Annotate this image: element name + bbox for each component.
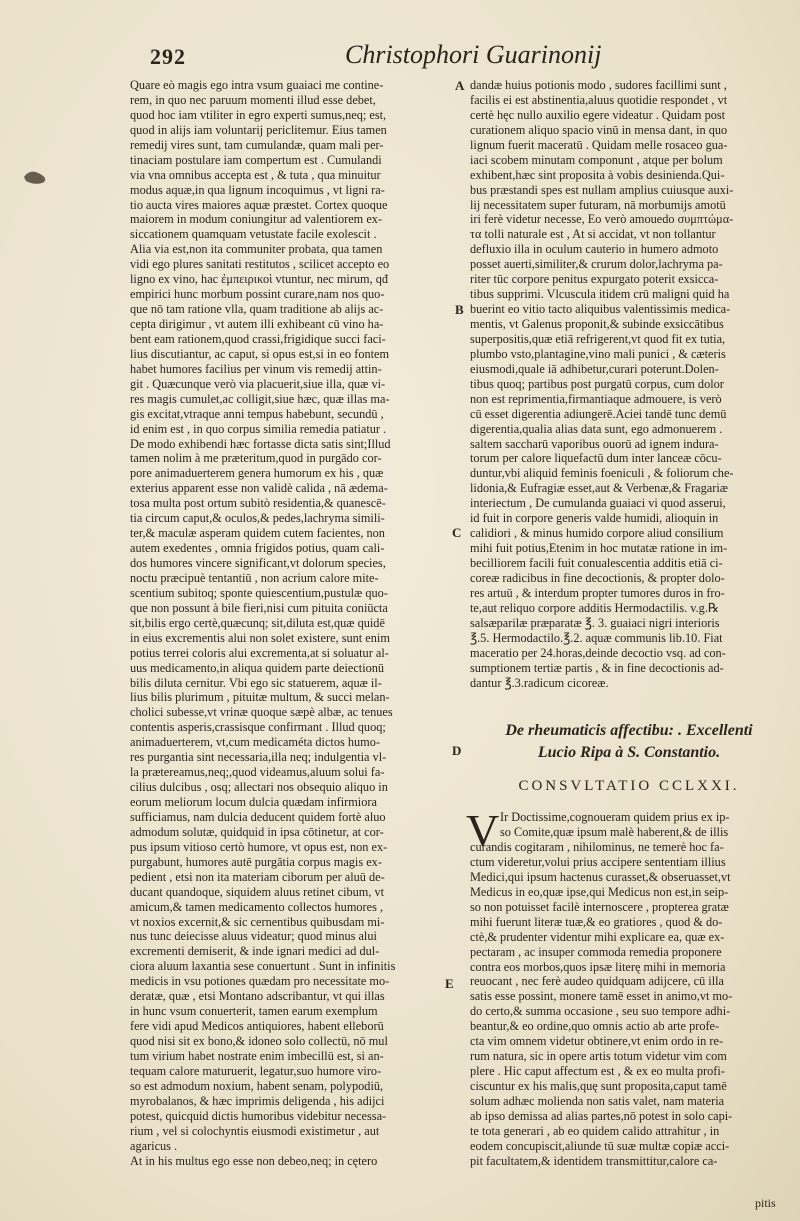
text-line: plere . Hic caput affectum est , & ex eo multa profi-: [470, 1064, 725, 1079]
text-line: sufficiamus, nam dulcia deducent quidem fortè aluo: [130, 809, 386, 824]
text-line: calidiori , & minus humido corpore aliud consilium: [470, 526, 724, 541]
text-line: tequam calore maturuerit, legatur,suo humore viro-: [130, 1063, 382, 1078]
catchword: pitis: [755, 1196, 776, 1210]
page-header: [150, 38, 770, 78]
text-line: eorum meliorum locum dulcia quædam infirmiora: [130, 795, 377, 809]
text-line: curandis cogitaram , nihilominus, ne temerè hoc fa-: [470, 840, 724, 854]
text-line: gis excitat,vtraque anni tempus habebunt, secundū ,: [130, 406, 384, 421]
text-line: iri ferè videtur necesse, Eo verò amouedo συμπτώμα-: [470, 212, 734, 227]
text-line: tum virium habet nostrate enim imbecillū est, si an-: [130, 1048, 384, 1063]
text-line: coreæ radicibus in fine decoctionis, & propter dolo-: [470, 570, 725, 585]
text-line: lignum fuerit maceratū . Quidam melle rosaceo gua-: [470, 137, 728, 152]
text-line: ab ipso demissa ad alias partes,nō potest in solo capi-: [470, 1108, 733, 1123]
text-line: interiectum , De cumulanda guaiaci vi quod asserui,: [470, 496, 726, 511]
text-line: mentis, vt Galenus proponit,& subinde exsiccātibus: [470, 317, 724, 331]
text-line: tia circum caput,& oculos,& pedes,lachryma simili-: [130, 511, 385, 526]
text-line: scentium subitoq; sponte quiescentium,pustulæ quo-: [130, 585, 388, 600]
text-line: deratæ, quæ , etsi Montano adscribantur, vt qui illas: [130, 989, 385, 1004]
text-line: medicis in vsu potiones quædam pro necessitate mo-: [130, 974, 390, 989]
text-line: via vna omnibus accepta est , & tuta , qua minuitur: [130, 167, 381, 182]
text-line: quod in alijs iam voluntarij periclitemur. Eius tamen: [130, 122, 387, 137]
text-line: ctè,& prudenter videntur mihi explicare ea, quæ ex-: [470, 929, 725, 944]
text-line: fere vidi apud Medicos antiquiores, habent elleborū: [130, 1019, 384, 1034]
text-line: modus aquæ,in qua lignum incoquimus , vt ligni ra-: [130, 182, 385, 197]
text-line: ducant quandoque, siquidem aluus retinet cibum, vt: [130, 884, 385, 899]
text-line: sumptionem tertiæ partis , & in fine decoctionis ad-: [470, 660, 724, 675]
text-line: bilis diluta cernitur. Vbi ego sic statuerem, aquæ il-: [130, 675, 382, 690]
text-line: so est admodum noxium, habent senam, polypodiū,: [130, 1078, 384, 1093]
text-line: que nō tam ratione vlla, quam traditione ab alijs ac-: [130, 302, 384, 317]
text-line: pedient , etsi non ita materiam ciborum per aluū de-: [130, 869, 385, 884]
text-line: lius bilis plurimum , pituitæ multum, & succi melan-: [130, 690, 390, 705]
text-line: tio aucta vires maiores aquæ præstet. Cortex quoque: [130, 197, 388, 212]
text-line: empirici hunc morbum possint curare,nam nos quo-: [130, 287, 385, 302]
text-line: duntur,vbi aliquid feminis foeniculi , & foliorum che-: [470, 466, 734, 481]
section-heading-line-2: Lucio Ripa à S. Constantio.: [537, 744, 721, 761]
text-line: ciora aluum laxantia sese conuertunt . Sunt in infinitis: [130, 959, 396, 974]
text-line: te,aut reliquo corpore additis Hermodactilis. v.g.℞: [470, 600, 719, 615]
text-line: quod hoc iam vtiliter in egro experti sumus,neq; est,: [130, 107, 387, 122]
text-line: rum natura, sic in opere artis totum videtur vim com: [470, 1049, 727, 1064]
text-line: do certo,& summa occasione , seu suo tempore adhi-: [470, 1004, 731, 1019]
text-line: facilis ei est abstinentia,aluus quotidie respondet , vt: [470, 92, 728, 107]
text-line: so non potuisset facilè internoscere , propterea gratæ: [470, 899, 729, 914]
text-line: admodum solutæ, quidquid in ipsa cōtinetur, at cor-: [130, 824, 384, 839]
text-line: ctum videretur,volui prius accipere sententiam illius: [470, 854, 726, 869]
text-line: digerentia,qualia alias data sunt, ego admonuerem .: [470, 421, 723, 436]
text-line: sit,bilis ergo certè,quæcunq; sit,diluta est,quæ quidē: [130, 615, 385, 630]
text-line: exhibent,hæc sint proposita à vobis desinienda.Qui-: [470, 167, 725, 182]
text-line: Medicus in eo,quæ ipse,qui Medicus non est,in seip-: [470, 884, 729, 899]
text-line: id enim est , in quo corpus similia remedia patiatur .: [130, 421, 387, 436]
text-line: saltem saccharū vaporibus ouorū ad ignem indura-: [470, 436, 719, 451]
text-line: tinaciam postulare iam compertum est . Cumulandi: [130, 152, 382, 167]
text-line: mihi fuit potius,Etenim in hoc mutatæ ratione in im-: [470, 541, 728, 556]
text-line: rem, in quo nec paruum momenti illud esse debet,: [130, 92, 376, 107]
text-line: la prætereamus,neq;,quod videamus,aluum solui fa-: [130, 765, 385, 780]
text-line: plumbo vsto,plantagine,vino mali punici , & cæteris: [470, 346, 726, 361]
text-line: buerint eo vitio tacto aliquibus valentissimis medica-: [470, 302, 731, 317]
text-line: contentis asperis,crassisque confirmant . Illud quoq;: [130, 720, 386, 735]
text-line: siccationem quamquam vetustate facile exolescit .: [130, 227, 377, 242]
text-line: pit facultatem,& identidem transmittitur,calore ca-: [470, 1153, 718, 1168]
text-line: res artuū , & interdum propter tumores duros in fro-: [470, 585, 725, 600]
text-line: in hunc vsum conuerterit, tamen earum exemplum: [130, 1004, 378, 1019]
text-line: reuocant , nec ferè audeo quidquam adijcere, cū illa: [470, 974, 725, 989]
margin-letter-d: D: [452, 743, 462, 758]
text-line: defluxio illa in oculum cauterio in humero admoto: [470, 242, 719, 257]
text-line: autem exedentes , omnia frigidos potius, quam cali-: [130, 541, 385, 556]
text-line: curationem aliquo spacio vinū in mensa dant, in quo: [470, 122, 728, 137]
page-number: 292: [150, 44, 186, 69]
running-title: Christophori Guarinonij: [345, 40, 602, 69]
text-line: tosa multa post ortum subitò residentia,& quanescē-: [130, 496, 386, 511]
text-line: cilius dulcibus , osq; allectari nos obsequio aliquo in: [130, 780, 388, 795]
text-line: satis esse possint, monere tamē esset in animo,vt mo-: [470, 989, 733, 1004]
text-line: non est reprimentia,firmantiaque admouere, is verò: [470, 391, 722, 406]
text-line: torum per calore liquefactū dum inter lanceæ cōcu-: [470, 451, 722, 466]
text-line: maceratio per 24.horas,deinde decoctio vsq. ad con-: [470, 645, 726, 660]
text-line: vidi ego plures sanitati restitutos , scilicet accepto eo: [130, 257, 390, 272]
text-line: beantur,& eo ordine,quo omnis actio ab arte profe-: [470, 1019, 720, 1034]
text-line: res purgantia sint necessaria,illa neq; indulgentia vl-: [130, 750, 387, 765]
text-line: posset auerti,similiter,& crurum dolor,lachryma pa-: [470, 257, 723, 272]
text-line: bus præstandi spes est nullam amplius cuiusque auxi-: [470, 182, 734, 197]
text-line: myrobalanos, & hæc imprimis deligenda , his adijci: [130, 1093, 385, 1108]
margin-letter-c: C: [452, 525, 462, 540]
drop-cap: V: [466, 805, 500, 856]
text-line: iaci scobem minutam componunt , atque per bolum: [470, 152, 723, 167]
text-line: tibus quoq; partibus post purgatū corpus, cum dolor: [470, 376, 724, 391]
text-line: salsæparilæ præparatæ ℥. 3. guaiaci nigri interioris: [470, 615, 720, 630]
consultatio-title: CONSVLTATIO CCLXXI.: [518, 778, 740, 794]
text-line: ter,& maculæ asperam quidem cutem facientes, non: [130, 526, 385, 541]
text-line: maiorem in modum coniungitur ad valentiorem ex-: [130, 212, 383, 227]
right-intro-lines: [500, 810, 788, 840]
text-line: De modo exhibendi hæc fortasse dicta satis sint;Illud: [130, 436, 391, 451]
text-line: Medici,qui ipsum hactenus curasset,& obseruasset,vt: [470, 869, 731, 884]
text-line: ℥.5. Hermodactilo.℥.2. aquæ communis lib.10. Fiat: [470, 630, 723, 645]
text-line: certè hęc nullo auxilio egere videatur . Quidam post: [470, 107, 726, 122]
text-line: ligno ex vino, hac ἐμπειρικοὶ vtuntur, nec mirum, qđ: [130, 272, 389, 287]
text-line: nus tunc deiecisse aluus videatur; quod minus alui: [130, 929, 377, 944]
text-line: lidonia,& Eufragiæ esset,aut & Verbenæ,& Fragariæ: [470, 481, 728, 496]
margin-letter-a: A: [455, 78, 465, 93]
text-line: remedij vires sunt, tam cumulandæ, quam mali per-: [130, 137, 384, 152]
text-line: contra eos morbos,quos ipsæ literę mihi in memoria: [470, 959, 726, 974]
text-line: vt noxios excernit,& sic cernentibus quibusdam mi-: [130, 914, 385, 929]
text-line: rium , vel si colochyntis eiusmodi existimetur , aut: [130, 1123, 380, 1138]
text-line: eiusmodi,quale iā adhibetur,curari poterunt.Dolen-: [470, 361, 719, 376]
text-line: At in his multus ego esse non debeo,neq; in cętero: [130, 1153, 378, 1168]
text-line: Alia via est,non ita communiter probata, qua tamen: [130, 242, 383, 257]
section-heading-line-1: De rheumaticis affectibu: . Excellenti: [505, 722, 753, 739]
text-line: quod nisi sit ex bono,& idoneo solo collectū, nō mul: [130, 1034, 388, 1048]
text-line: pore animaduerterem genera humorum ex his , quæ: [130, 466, 384, 481]
text-line: Ir Doctissime,cognoueram quidem prius ex ip-: [500, 810, 730, 824]
text-line: cepta dirigimur , vt autem illi exhibeant cū vino ha-: [130, 317, 384, 331]
text-line: pus ipsum vitioso certò humore, vt opus est, non ex-: [130, 839, 388, 854]
text-line: id fuit in corpore generis valde humidi, alioquin in: [470, 511, 719, 526]
left-text-column: [130, 78, 446, 1168]
text-line: dantur ℥.3.radicum cicoreæ.: [470, 675, 609, 690]
text-line: pectaram , ac insuper commoda remedia proponere: [470, 944, 722, 959]
text-line: git . Quæcunque verò via placuerit,siue illa, quæ vi-: [130, 376, 386, 391]
text-line: ciscuntur ex his malis,quę sunt proposita,caput tamē: [470, 1079, 727, 1093]
text-line: habet humores facilius per vinum vis remedij attin-: [130, 361, 382, 376]
text-line: uus medicamento,in aliqua quidem parte deiectionū: [130, 660, 385, 675]
text-line: superpositis,quæ etiā refrigerent,vt quod fit ex tutia,: [470, 331, 726, 346]
text-line: lij necessitatem super futuram, nā morbumijs amotū: [470, 197, 726, 212]
text-line: τα tolli naturale est , At si accidat, vt non tollantur: [470, 227, 716, 242]
text-line: tibus supprimi. Vlcuscula itidem crū maligni quid ha: [470, 287, 730, 302]
text-line: excrementi demiserit, & inde ignari medici ad dul-: [130, 944, 380, 959]
text-line: agaricus .: [130, 1138, 178, 1153]
text-line: in eius excrementis alui non solet existere, sunt enim: [130, 630, 390, 645]
ink-blot-icon: [22, 168, 48, 186]
text-line: so Comite,quæ ipsum malè haberent,& de illis: [500, 824, 729, 839]
margin-letter-b: B: [455, 302, 464, 317]
right-text-column: [470, 78, 788, 690]
text-line: Quare eò magis ego intra vsum guaiaci me contine-: [130, 78, 384, 92]
text-line: dos humores vincere significant,vt dolorum species,: [130, 556, 386, 570]
text-line: purgabunt, humores autē purgātia corpus magis ex-: [130, 854, 382, 869]
text-line: bent eam rationem,quod crassi,frigidique succi faci-: [130, 331, 386, 346]
text-line: riter tūc corpore penitus expurgato poterit exsicca-: [470, 272, 719, 287]
text-line: potest, quicquid dictis humoribus videbitur necessa-: [130, 1108, 387, 1123]
text-line: te tota generari , ab eo quidem calido attrahitur , in: [470, 1123, 720, 1138]
text-line: lius discutiantur, ac caput, si opus est,si in eo fontem: [130, 346, 390, 361]
text-line: eodem concupiscit,aliunde tū suæ multæ copiæ acci-: [470, 1138, 730, 1153]
text-line: becilliorem facili fuit conualescentia additis etiā ci-: [470, 556, 723, 570]
right-bottom-text: [470, 840, 788, 1169]
text-line: res magis cumulet,ac colligit,siue hæc, quæ illas ma-: [130, 391, 390, 406]
text-line: cta vim omnem videtur obtinere,vt enim ordo in re-: [470, 1034, 724, 1049]
text-line: amicum,& tamen medicamento collectos humores ,: [130, 899, 384, 914]
text-line: exterius apparent esse non validè calida , nā ædema-: [130, 481, 388, 496]
text-line: dandæ huius potionis modo , sudores facillimi sunt ,: [470, 78, 727, 92]
text-line: tamen nolim à me præteritum,quod in purgādo cor-: [130, 451, 382, 466]
text-line: noctu præcipuè tentantiū , non acrium calore mite-: [130, 570, 379, 585]
text-line: que non possunt à bile fieri,nisi cum pituita coniūcta: [130, 600, 388, 615]
text-line: animaduerterem, vt,cum medicaméta dictos humo-: [130, 735, 380, 750]
text-line: solum adhæc molienda non satis valet, nam materia: [470, 1093, 725, 1108]
margin-letter-e: E: [445, 976, 454, 991]
text-line: potius terrei coloris alui excrementa,at si soluatur al-: [130, 645, 389, 660]
text-line: mihi fuerunt literæ tuæ,& eo gratiores , quod & do-: [470, 914, 723, 929]
text-line: cholici subesse,vt vrinæ quoque sæpè albæ, ac tenues: [130, 705, 393, 720]
section-heading: [470, 720, 788, 764]
text-line: cū esset digerentia adiungerē.Aciei tandē tunc demū: [470, 406, 727, 421]
